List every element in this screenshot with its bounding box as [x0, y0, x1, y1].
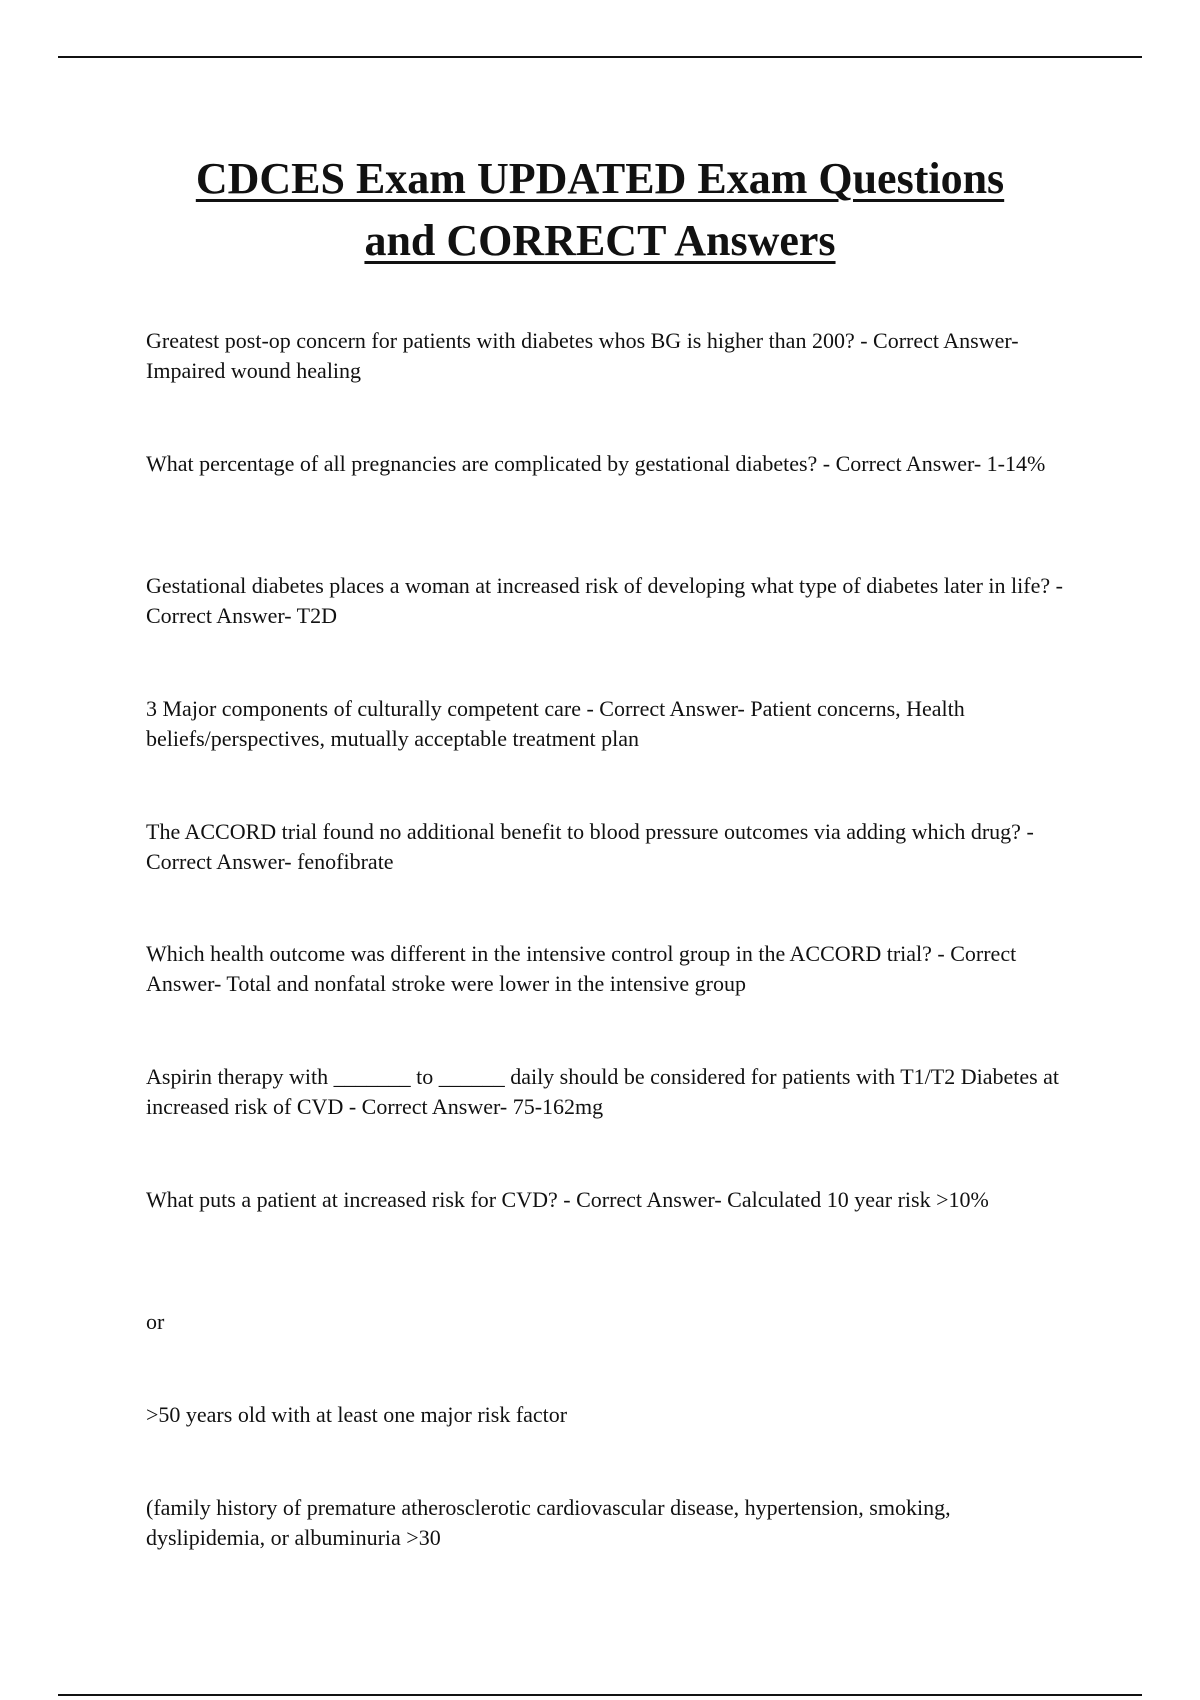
qa-entry-8-continued-or: or [146, 1309, 165, 1334]
qa-entry-7: Aspirin therapy with _______ to ______ daily should be considered for patients with T1/T2 Diabetes at increased risk of CVD - Correct Answer- 75-162mg [146, 1064, 1060, 1119]
qa-entry-8-continued-age: >50 years old with at least one major risk factor [146, 1402, 568, 1427]
qa-entry-5: The ACCORD trial found no additional benefit to blood pressure outcomes via adding which drug? - Correct Answer- fenofibrate [146, 819, 1034, 874]
title-line-1: CDCES Exam UPDATED Exam Questions [195, 154, 1005, 203]
qa-entry-2: What percentage of all pregnancies are complicated by gestational diabetes? - Correct Answer- 1-14% [146, 451, 1046, 476]
top-rule [58, 56, 1142, 58]
qa-entry-8-continued-factors: (family history of premature atherosclerotic cardiovascular disease, hypertension, smoking, dyslipidemia, or albuminuria >30 [146, 1495, 951, 1550]
bottom-rule [58, 1694, 1142, 1696]
qa-entry-3: Gestational diabetes places a woman at increased risk of developing what type of diabetes later in life? - Correct Answer- T2D [146, 573, 1063, 628]
qa-entry-8: What puts a patient at increased risk for CVD? - Correct Answer- Calculated 10 year risk >10% [146, 1187, 989, 1212]
qa-entry-4: 3 Major components of culturally competent care - Correct Answer- Patient concerns, Health beliefs/perspectives, mutually acceptable treatment plan [146, 696, 965, 751]
qa-entry-6: Which health outcome was different in the intensive control group in the ACCORD trial? - Correct Answer- Total and nonfatal stroke were lower in the intensive group [146, 941, 1017, 996]
qa-entry-1: Greatest post-op concern for patients with diabetes whos BG is higher than 200? - Correct Answer- Impaired wound healing [146, 328, 1019, 383]
title-line-2: and CORRECT Answers [364, 216, 836, 265]
document-title [60, 148, 1140, 272]
